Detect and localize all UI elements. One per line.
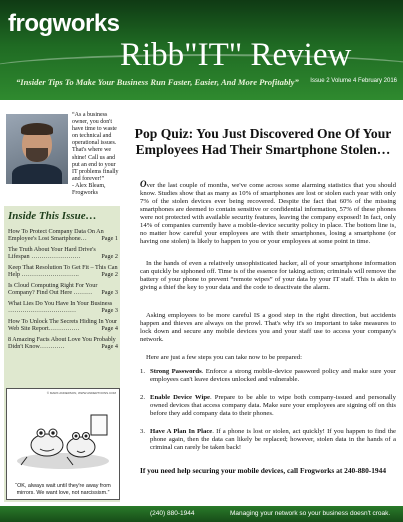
drop-cap: O [140, 179, 147, 189]
masthead [0, 0, 403, 100]
tip-label: Enable Device Wipe [150, 394, 211, 401]
tagline: “Insider Tips To Make Your Business Run Faster, Easier, And More Profitably” [16, 77, 299, 87]
toc-item[interactable] [8, 336, 118, 351]
toc-page: Page 3 [101, 307, 118, 315]
tip-label: Strong Passwords [150, 368, 202, 375]
article-paragraph: Asking employees to be more careful IS a good step in the right direction, but accidents happen and thieves are always on the prowl. That's why it's so important to take measures to lock down and secure any mobile devices you and your staff use to access your company's network. [140, 312, 396, 343]
issue-info: Issue 2 Volume 4 February 2016 [310, 78, 397, 84]
article-paragraph: Here are just a few steps you can take now to be prepared: [146, 354, 302, 361]
inside-title: Inside This Issue… [8, 210, 97, 222]
photo-hair [21, 123, 53, 135]
cartoon-frogs-illustration [7, 395, 119, 479]
article-headline: Pop Quiz: You Just Discovered One Of Your Employees Had Their Smartphone Stolen… [134, 126, 392, 157]
photo-shirt [12, 164, 62, 184]
footer-phone[interactable]: (240) 880-1944 [150, 510, 195, 517]
quote-text: “As a business owner, you don't have time to waste on technical and operational issues. That's where we shine! Call us and put an end to your IT problems finally and forever!” [72, 112, 119, 182]
article-paragraph: In the hands of even a relatively unsophisticated hacker, all of your smartphone information can quickly be siphoned off. Time is of the essence for taking action; criminals will remove the battery of your phone to prevent “remote wipes” of your data by your IT staff. This is akin to giving a thief the key to your data and the code to deactivate the alarm. [140, 260, 396, 291]
main-article [130, 100, 396, 500]
owner-quote [72, 112, 122, 197]
tip-label: Have A Plan In Place [150, 428, 213, 435]
article-paragraph [140, 180, 396, 246]
tip-item [150, 394, 396, 418]
toc-item[interactable] [8, 318, 118, 333]
toc-page: Page 2 [101, 271, 118, 279]
toc-page: Page 4 [101, 325, 118, 333]
toc-title: Is Cloud Computing Right For Your Company? Find Out Here ……… [8, 282, 98, 297]
tip-text: . If a phone is lost or stolen, act quickly! If you happen to find the phone again, then the data can likely be replaced; however, stolen data in the hands of a criminal can rarely be taken back! [150, 428, 396, 451]
toc-title: Keep That Resolution To Get Fit – This Can Help ………………………. [8, 264, 118, 279]
toc-item[interactable] [8, 246, 118, 261]
cartoon-caption: “OK, always wait until they're away from mirrors. We want love, not narcissism.” [15, 483, 111, 496]
toc-item[interactable] [8, 264, 118, 279]
tip-text: . Enforce a strong mobile-device password policy and make sure your employees can't leave devices unlocked and vulnerable. [150, 368, 396, 383]
footer-bar [0, 506, 403, 522]
paragraph-text: ver the last couple of months, we've come across some alarming statistics that you should know. Studies show that as many as 10% of smartphones are lost or stolen each year with only 7% of the stolen devices ever being recovered. Despite the fact that 60% of the missing smartphones are deemed to contain sensitive or confidential information, 57% of these phones were not protected with available security features, leaving the company exposed! In fact, only 14% of companies currently have a mobile-device security policy in place. The bottom line is, no matter how careful your employees are with their smartphones, losing a smartphone (or having one stolen) is likely to happen to you or your employees at some point in time. [140, 182, 396, 245]
toc-item[interactable] [8, 282, 118, 297]
tip-text: . Prepare to be able to wipe both company-issued and personally owned devices that access company data. Make sure your employees are signing off on this before they add company data to their phones. [150, 394, 396, 417]
toc-title: How To Protect Company Data On An Employee's Lost Smartphone… [8, 228, 104, 243]
toc-title: What Lies Do You Have In Your Business …………………………… [8, 300, 113, 315]
toc-title: The Truth About Your Hard Drive's Lifespan …………………… [8, 246, 96, 261]
tip-item [150, 368, 396, 384]
toc-page: Page 3 [101, 289, 118, 297]
footer-slogan: Managing your network so your business doesn't croak. [230, 510, 391, 517]
author-photo [6, 114, 68, 184]
tip-number: 1. [140, 368, 146, 375]
toc-page: Page 2 [101, 253, 118, 261]
closing-callout: If you need help securing your mobile devices, call Frogworks at 240-880-1944 [139, 466, 387, 475]
tip-number: 3. [140, 428, 146, 435]
quote-author: - Alex Bleam, Frogworks [72, 182, 106, 197]
tip-item [150, 428, 396, 452]
cartoon-credit: © MARK ANDERSON, WWW.ANDERTOONS.COM [46, 391, 116, 395]
photo-beard [26, 148, 48, 162]
toc-page: Page 4 [101, 343, 118, 351]
frogworks-logo: frogworks [8, 10, 120, 37]
toc-item[interactable] [8, 228, 118, 243]
toc-page: Page 1 [101, 235, 118, 243]
toc-title: How To Unlock The Secrets Hiding In Your Web Site Report…………… [8, 318, 117, 333]
toc-title: 8 Amazing Facts About Love You Probably Didn't Know………… [8, 336, 116, 351]
toc-item[interactable] [8, 300, 118, 315]
newsletter-title: Ribb"IT" Review [120, 37, 352, 73]
cartoon [6, 388, 120, 500]
tip-number: 2. [140, 394, 146, 401]
